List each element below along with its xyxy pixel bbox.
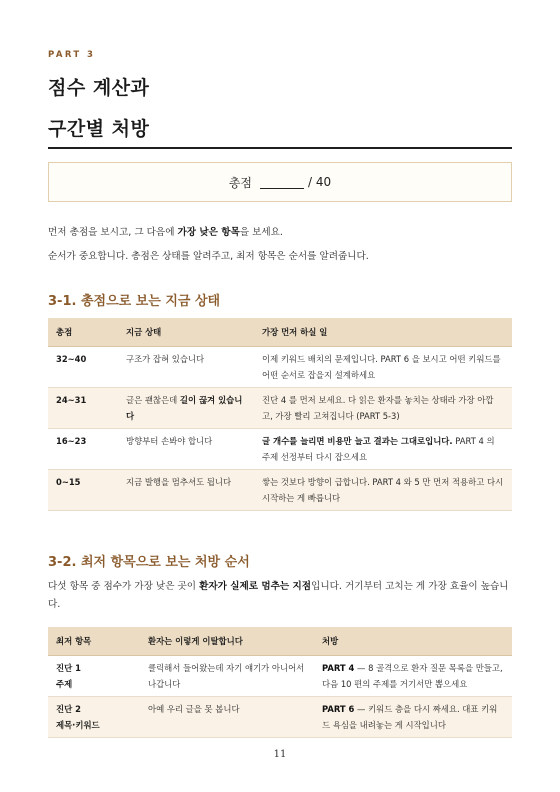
intro-line1-text: 먼저 총점을 보시고, 그 다음에 (48, 227, 178, 238)
action-cell: 쌓는 것보다 방향이 급합니다. PART 4 와 5 만 먼저 적용하고 다시 시작하는 게 빠릅니다 (254, 470, 512, 511)
prescription-part: PART 6 (322, 704, 355, 714)
prescription-text: — 8 골격으로 환자 질문 목록을 만들고, 다음 10 편의 주제를 거기서만 뽑으세요 (322, 663, 503, 689)
score-status-table (48, 318, 512, 511)
exit-cell: 아예 우리 글을 못 봅니다 (140, 697, 314, 738)
table-row (48, 656, 512, 697)
item-name: 제목·키워드 (56, 720, 100, 730)
table-header: 처방 (314, 627, 512, 656)
page-title-line1: 점수 계산과 (48, 77, 150, 99)
prescription-cell (314, 656, 512, 697)
state-cell: 구조가 잡혀 있습니다 (118, 347, 254, 388)
prescription-cell (314, 697, 512, 738)
state-cell: 지금 발행을 멈추셔도 됩니다 (118, 470, 254, 511)
state-text: 글은 괜찮은데 (126, 395, 180, 405)
state-cell: 방향부터 손봐야 합니다 (118, 429, 254, 470)
prescription-text: — 키워드 층을 다시 짜세요. 대표 키워드 욕심을 내려놓는 게 시작입니다 (322, 704, 498, 730)
part-label: PART 3 (48, 50, 96, 60)
table-row (48, 347, 512, 388)
item-name: 주제 (56, 679, 73, 689)
score-range: 0~15 (48, 470, 118, 511)
table-header-row (48, 627, 512, 656)
item-number: 진단 2 (56, 704, 81, 714)
table-header-row (48, 318, 512, 347)
table-header: 총점 (48, 318, 118, 347)
total-score-suffix: / 40 (308, 175, 332, 189)
table-row (48, 697, 512, 738)
state-emphasis: 길이 끊겨 있습니다 (126, 395, 243, 421)
score-range: 24~31 (48, 388, 118, 429)
state-cell (118, 388, 254, 429)
lowest-item-cell (48, 656, 140, 697)
action-cell: 이제 키워드 배치의 문제입니다. PART 6 을 보시고 어떤 키워드를 어떤 순서로 잡을지 설계하세요 (254, 347, 512, 388)
item-number: 진단 1 (56, 663, 81, 673)
intro-line2: 순서가 중요합니다. 총점은 상태를 알려주고, 최저 항목은 순서를 알려줍니다. (48, 251, 369, 262)
table-header: 최저 항목 (48, 627, 140, 656)
desc-tail: 입니다. 거기부터 고치는 게 가장 효율이 높습니다. (48, 581, 509, 610)
action-cell: 진단 4 를 먼저 보세요. 다 읽은 환자를 놓치는 상태라 가장 아깝고, 가장 빨리 고쳐집니다 (PART 5-3) (254, 388, 512, 429)
table-row (48, 429, 512, 470)
prescription-table (48, 627, 512, 738)
score-range: 32~40 (48, 347, 118, 388)
total-score-box (48, 162, 512, 202)
total-score-label: 총점 (228, 175, 253, 190)
score-blank-line (260, 176, 304, 189)
page-title-line2: 구간별 처방 (48, 118, 150, 140)
table-row (48, 470, 512, 511)
intro-line1-tail: 을 보세요. (239, 227, 283, 238)
table-header: 환자는 이렇게 이탈합니다 (140, 627, 314, 656)
title-divider (48, 147, 512, 149)
action-cell (254, 429, 512, 470)
desc-emphasis: 환자가 실제로 멈추는 지점 (199, 581, 312, 592)
intro-line1-emphasis: 가장 낮은 항목 (177, 227, 240, 238)
intro-line1 (48, 224, 514, 242)
action-emphasis: 글 개수를 늘리면 비용만 늘고 결과는 그대로입니다. (262, 436, 453, 446)
lowest-item-cell (48, 697, 140, 738)
section1-heading: 3-1. 총점으로 보는 지금 상태 (48, 294, 221, 309)
desc-text: 다섯 항목 중 점수가 가장 낮은 곳이 (48, 581, 200, 592)
score-range: 16~23 (48, 429, 118, 470)
prescription-part: PART 4 (322, 663, 355, 673)
exit-cell: 클릭해서 들어왔는데 자기 얘기가 아니어서 나갑니다 (140, 656, 314, 697)
table-row (48, 388, 512, 429)
section2-description (48, 578, 514, 614)
table-header: 지금 상태 (118, 318, 254, 347)
page-number: 11 (273, 749, 287, 760)
table-header: 가장 먼저 하실 일 (254, 318, 512, 347)
section2-heading: 3-2. 최저 항목으로 보는 처방 순서 (48, 555, 250, 570)
action-text: PART 4 의 주제 선정부터 다시 잡으세요 (262, 436, 495, 462)
